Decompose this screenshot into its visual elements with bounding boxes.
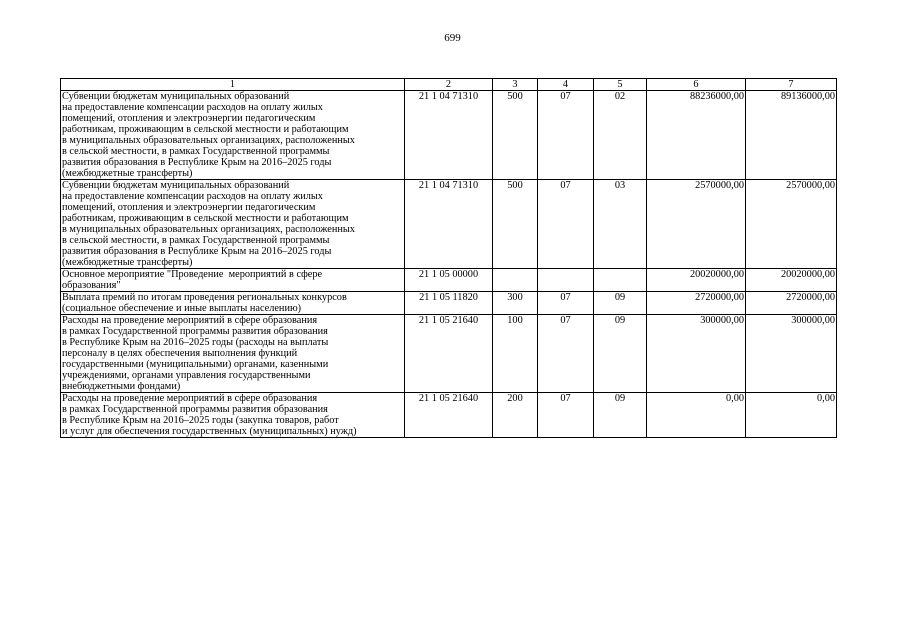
table-row [61, 91, 837, 180]
row-section [538, 269, 594, 292]
row-section: 07 [538, 180, 594, 269]
row-amount-col7: 89136000,00 [746, 91, 837, 180]
row-section: 07 [538, 292, 594, 315]
row-expense-type: 100 [493, 315, 538, 393]
row-subsection: 03 [594, 180, 647, 269]
row-subsection: 09 [594, 393, 647, 438]
row-target-article: 21 1 05 21640 [405, 393, 493, 438]
row-amount-col6: 2570000,00 [647, 180, 746, 269]
row-target-article: 21 1 05 11820 [405, 292, 493, 315]
row-amount-col6: 20020000,00 [647, 269, 746, 292]
row-section: 07 [538, 315, 594, 393]
row-description: Основное мероприятие "Проведение мероприятий в сфере образования" [61, 269, 405, 292]
row-expense-type: 500 [493, 180, 538, 269]
row-amount-col6: 2720000,00 [647, 292, 746, 315]
row-section: 07 [538, 91, 594, 180]
row-target-article: 21 1 04 71310 [405, 180, 493, 269]
row-description: Субвенции бюджетам муниципальных образований на предоставление компенсации расходов на оплату жилых помещений, отопления и электроэнергии педагогическим работникам, проживающим в сельской местности и работающим в муниципальных образовательных организациях, расположенных в сельской местности, в рамках Государственной программы развития образования в Республике Крым на 2016–2025 годы (межбюджетные трансферты) [61, 180, 405, 269]
row-description: Субвенции бюджетам муниципальных образований на предоставление компенсации расходов на оплату жилых помещений, отопления и электроэнергии педагогическим работникам, проживающим в сельской местности и работающим в муниципальных образовательных организациях, расположенных в сельской местности, в рамках Государственной программы развития образования в Республике Крым на 2016–2025 годы (межбюджетные трансферты) [61, 91, 405, 180]
budget-table [60, 78, 837, 438]
header-col-2: 2 [405, 79, 493, 91]
row-description: Выплата премий по итогам проведения региональных конкурсов (социальное обеспечение и иные выплаты населению) [61, 292, 405, 315]
header-col-3: 3 [493, 79, 538, 91]
table-row [61, 393, 837, 438]
table-row [61, 269, 837, 292]
row-target-article: 21 1 05 00000 [405, 269, 493, 292]
row-subsection [594, 269, 647, 292]
row-target-article: 21 1 05 21640 [405, 315, 493, 393]
row-description: Расходы на проведение мероприятий в сфере образования в рамках Государственной программы развития образования в Республике Крым на 2016–2025 годы (расходы на выплаты персоналу в целях обеспечения выполнения функций государственными (муниципальными) органами, казенными учреждениями, органами управления государственными внебюджетными фондами) [61, 315, 405, 393]
row-expense-type: 500 [493, 91, 538, 180]
header-col-7: 7 [746, 79, 837, 91]
header-col-4: 4 [538, 79, 594, 91]
row-expense-type: 200 [493, 393, 538, 438]
table-row [61, 180, 837, 269]
row-amount-col6: 0,00 [647, 393, 746, 438]
row-subsection: 02 [594, 91, 647, 180]
row-amount-col6: 300000,00 [647, 315, 746, 393]
row-amount-col7: 2570000,00 [746, 180, 837, 269]
row-description: Расходы на проведение мероприятий в сфере образования в рамках Государственной программы развития образования в Республике Крым на 2016–2025 годы (закупка товаров, работ и услуг для обеспечения государственных (муниципальных) нужд) [61, 393, 405, 438]
header-col-6: 6 [647, 79, 746, 91]
header-col-5: 5 [594, 79, 647, 91]
row-subsection: 09 [594, 315, 647, 393]
row-expense-type: 300 [493, 292, 538, 315]
row-target-article: 21 1 04 71310 [405, 91, 493, 180]
header-col-1: 1 [61, 79, 405, 91]
row-expense-type [493, 269, 538, 292]
table-row [61, 292, 837, 315]
row-section: 07 [538, 393, 594, 438]
row-amount-col7: 0,00 [746, 393, 837, 438]
row-amount-col6: 88236000,00 [647, 91, 746, 180]
header-row [61, 79, 837, 91]
page-number: 699 [444, 32, 461, 44]
table-row [61, 315, 837, 393]
row-subsection: 09 [594, 292, 647, 315]
row-amount-col7: 300000,00 [746, 315, 837, 393]
row-amount-col7: 20020000,00 [746, 269, 837, 292]
row-amount-col7: 2720000,00 [746, 292, 837, 315]
